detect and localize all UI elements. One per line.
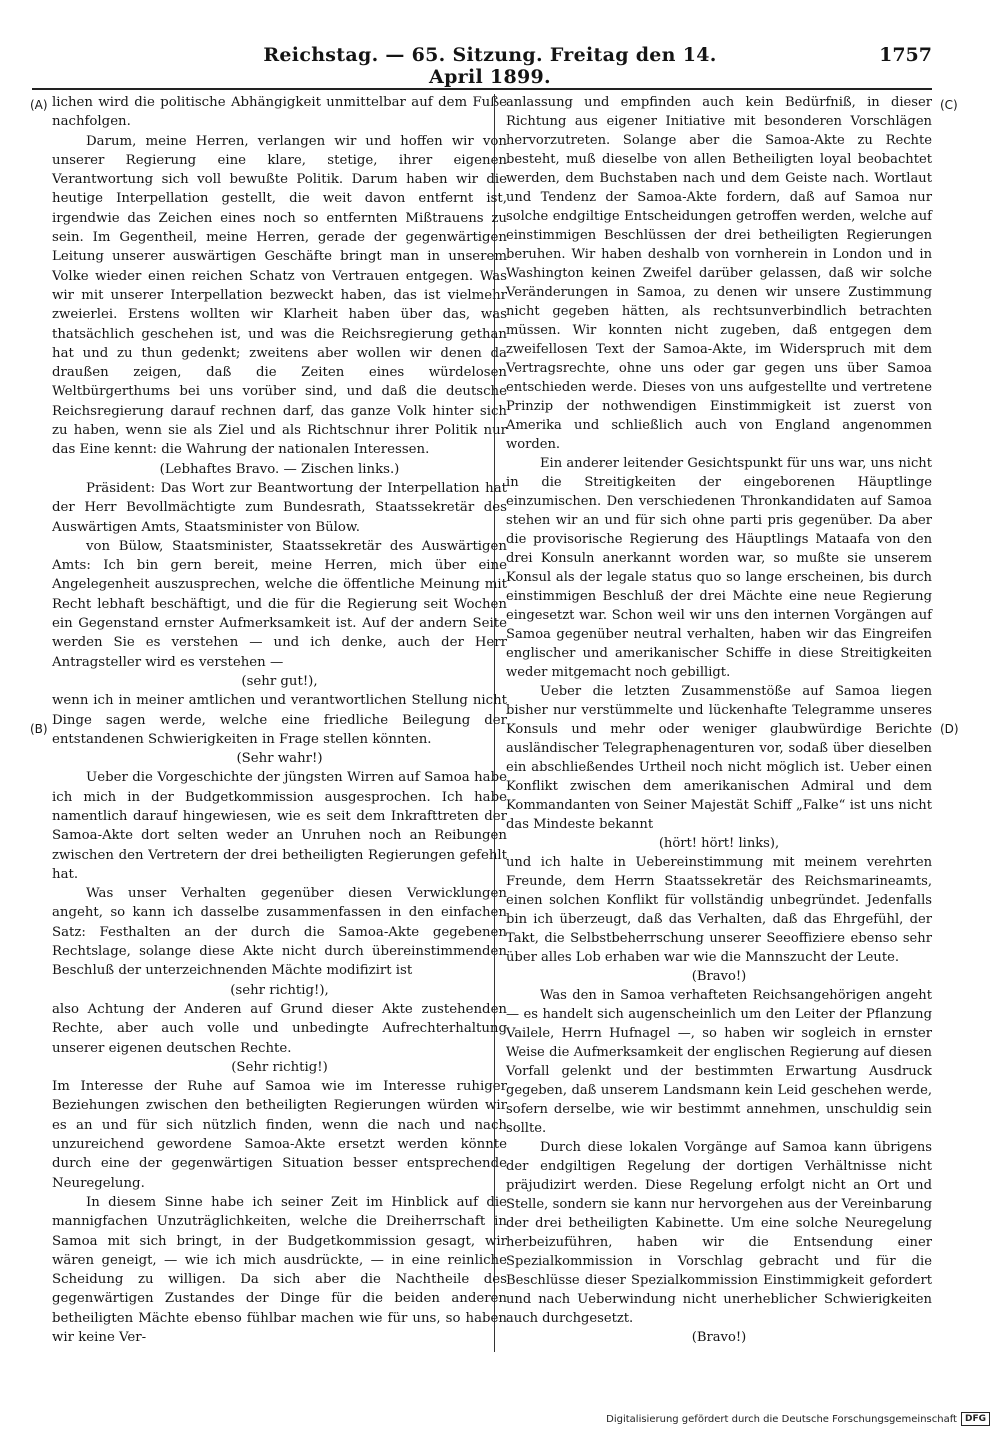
paragraph: Präsident: Das Wort zur Beantwortung der Interpellation hat der Herr Bevollmächtigte zum Bundesrath, Staatssekretär des Auswärtigen Amts, Staatsminister von Bülow.	[52, 480, 507, 535]
paragraph: Was unser Verhalten gegenüber diesen Verwicklungen angeht, so kann ich dasselbe zusammenfassen in den einfachen Satz: Festhalten an der durch die Samoa-Akte gegebenen Rechtslage, solange diese Akte nicht durch übereinstimmenden Beschluß der unterzeichnenden Mächte modifizirt ist	[52, 886, 507, 979]
paragraph: (Bravo!)	[691, 969, 747, 984]
right-text-column	[506, 93, 932, 1347]
paragraph: Durch diese lokalen Vorgänge auf Samoa kann übrigens der endgiltigen Regelung der dortigen Verhältnisse nicht präjudizirt werden. Diese Regelung erfolgt nicht an Ort und Stelle, sondern sie kann nur hervorgehen aus der Vereinbarung der drei betheiligten Kabinette. Um eine solche Neuregelung herbeizuführen, haben wir die Entsendung einer Spezialkommission in Vorschlag gebracht und für die Beschlüsse dieser Spezialkommission Einstimmigkeit gefordert und nach Ueberwindung nicht unerheblicher Schwierigkeiten auch durchgesetzt.	[506, 1140, 932, 1326]
margin-marker-d: (D)	[940, 722, 959, 736]
paragraph: Ueber die letzten Zusammenstöße auf Samoa liegen bisher nur verstümmelte und lückenhafte Telegramme unseres Konsuls und mehr oder weniger glaubwürdige Berichte ausländischer Telegraphenagenturen vor, sodaß über dieselben ein abschließendes Urtheil noch nicht möglich ist. Ueber einen Konflikt zwischen dem amerikanischen Admiral und dem Kommandanten von Seiner Majestät Schiff „Falke“ ist uns nicht das Mindeste bekannt	[506, 684, 932, 832]
paragraph: (hört! hört! links),	[658, 836, 780, 851]
paragraph: (sehr richtig!),	[230, 982, 329, 998]
footer-credit	[606, 1412, 990, 1426]
margin-marker-a: (A)	[30, 98, 48, 112]
paragraph: und ich halte in Uebereinstimmung mit meinem verehrten Freunde, dem Herrn Staatssekretär des Reichsmarineamts, einen solchen Konflikt für vollständig unbegründet. Jedenfalls bin ich überzeugt, daß das Verhalten, daß das Ehrgefühl, der Takt, die Selbstbeherrschung unserer Seeoffiziere ebenso sehr über alles Lob erhaben war wie die Mannszucht der Leute.	[506, 855, 932, 965]
footer-text: Digitalisierung gefördert durch die Deutsche Forschungsgemeinschaft	[606, 1413, 957, 1425]
paragraph: Ueber die Vorgeschichte der jüngsten Wirren auf Samoa habe ich mich in der Budgetkommission ausgesprochen. Ich habe namentlich darauf hingewiesen, wie es seit dem Inkrafttreten der Samoa-Akte dort selten weder an Unruhen noch an Reibungen zwischen den Vertretern der drei betheiligten Regierungen gefehlt hat.	[52, 770, 507, 882]
paragraph: lichen wird die politische Abhängigkeit unmittelbar auf dem Fuße nachfolgen.	[52, 95, 507, 130]
paragraph: In diesem Sinne habe ich seiner Zeit im Hinblick auf die mannigfachen Unzuträglichkeiten, welche die Dreiherrschaft in Samoa mit sich bringt, in der Budgetkommission gesagt, wir wären geneigt, — wie ich mich ausdrückte, — in eine reinliche Scheidung zu willigen. Da sich aber die Nachtheile des gegenwärtigen Zustandes der Dinge für die beiden anderen betheiligten Mächte ebenso fühlbar machen wie für uns, so haben wir keine Ver-	[52, 1194, 507, 1345]
left-text-column	[52, 93, 507, 1347]
paragraph: von Bülow, Staatsminister, Staatssekretär des Auswärtigen Amts: Ich bin gern bereit, meine Herren, mich über eine Angelegenheit auszusprechen, welche die öffentliche Meinung mit Recht lebhaft beschäftigt, und die für die Regierung seit Wochen ein Gegenstand ernster Aufmerksamkeit ist. Auf der andern Seite werden Sie es verstehen — und ich denke, auch der Herr Antragsteller wird es verstehen —	[52, 538, 507, 670]
paragraph: (Sehr richtig!)	[231, 1059, 328, 1075]
paragraph: anlassung und empfinden auch kein Bedürfniß, in dieser Richtung aus eigener Initiative mit besonderen Vorschlägen hervorzutreten. Solange aber die Samoa-Akte zu Rechte besteht, muß dieselbe von allen Betheiligten loyal beobachtet werden, dem Buchstaben nach und dem Geiste nach. Wortlaut und Tendenz der Samoa-Akte fordern, daß auf Samoa nur solche endgiltige Entscheidungen getroffen werden, welche auf einstimmigen Beschlüssen der drei betheiligten Regierungen beruhen. Wir haben deshalb von vornherein in London und in Washington keinen Zweifel darüber gelassen, daß wir solche Veränderungen in Samoa, zu denen wir unsere Zustimmung nicht gegeben hätten, als rechtsunverbindlich betrachten müssen. Wir konnten nicht zugeben, daß entgegen dem zweifellosen Text der Samoa-Akte, im Widerspruch mit dem Vertragsrechte, ohne uns oder gar gegen uns über Samoa entschieden werde. Dieses von uns aufgestellte und vertretene Prinzip der nothwendigen Einstimmigkeit ist zuerst von Amerika und schließlich auch von England angenommen worden.	[506, 95, 932, 452]
page-number: 1757	[879, 44, 932, 66]
paragraph: Im Interesse der Ruhe auf Samoa wie im Interesse ruhiger Beziehungen zwischen den betheiligten Regierungen würden wir es an und für sich nützlich finden, wenn die nach und nach unzureichend gewordene Samoa-Akte ersetzt werden könnte durch eine der gegenwärtigen Situation besser entsprechende Neuregelung.	[52, 1079, 507, 1191]
running-title: Reichstag. — 65. Sitzung. Freitag den 14. April 1899.	[263, 44, 717, 88]
paragraph: (Bravo!)	[691, 1330, 747, 1345]
paragraph: Ein anderer leitender Gesichtspunkt für uns war, uns nicht in die Streitigkeiten der eingeborenen Häuptlinge einzumischen. Den verschiedenen Thronkandidaten auf Samoa stehen wir an und für sich ohne parti pris gegenüber. Da aber die provisorische Regierung des Häuptlings Mataafa von den drei Konsuln anerkannt worden war, so mußte sie unserem Konsul als der legale status quo so lange erscheinen, bis durch einstimmigen Beschluß der drei Mächte eine neue Regierung eingesetzt war. Schon weil wir uns den internen Vorgängen auf Samoa gegenüber neutral verhalten, haben wir das Eingreifen englischer und amerikanischer Schiffe in diese Streitigkeiten weder mitgemacht noch gebilligt.	[506, 456, 932, 680]
paragraph: Darum, meine Herren, verlangen wir und hoffen wir von unserer Regierung eine klare, stetige, ihrer eigenen Verantwortung sich voll bewußte Politik. Darum haben wir die heutige Interpellation gestellt, die weit davon entfernt ist, irgendwie das Zeichen eines noch so entfernten Mißtrauens zu sein. Im Gegentheil, meine Herren, gerade der gegenwärtigen Leitung unserer auswärtigen Geschäfte bringt man in unserem Volke wieder einen reichen Schatz von Vertrauen entgegen. Was wir mit unserer Interpellation bezweckt haben, das ist vielmehr zweierlei. Erstens wollten wir Klarheit haben über das, was thatsächlich geschehen ist, und was die Reichsregierung gethan hat und zu thun gedenkt; zweitens aber wollen wir denen da draußen zeigen, daß die Zeiten eines würdelosen Weltbürgerthums bei uns vorüber sind, und daß die deutsche Reichsregierung darauf rechnen darf, das ganze Volk hinter sich zu haben, wenn sie als Ziel und als Richtschnur ihrer Politik nur das Eine kennt: die Wahrung der nationalen Interessen.	[52, 133, 507, 458]
page-header	[0, 44, 1000, 88]
paragraph: (Lebhaftes Bravo. — Zischen links.)	[159, 461, 400, 477]
paragraph: Was den in Samoa verhafteten Reichsangehörigen angeht — es handelt sich augenscheinlich um den Leiter der Pflanzung Vailele, Herrn Hufnagel —, so haben wir sogleich in ernster Weise die Aufmerksamkeit der englischen Regierung auf diesen Vorfall gelenkt und der bestimmten Erwartung Ausdruck gegeben, daß unserem Landsmann kein Leid geschehen werde, sofern derselbe, wie wir bestimmt annehmen, unschuldig sein sollte.	[506, 988, 932, 1136]
header-rule	[32, 88, 932, 90]
margin-marker-b: (B)	[30, 722, 48, 736]
margin-marker-c: (C)	[940, 98, 958, 112]
dfg-logo: DFG	[961, 1412, 990, 1426]
paragraph: wenn ich in meiner amtlichen und verantwortlichen Stellung nicht Dinge sagen werde, welche eine friedliche Beilegung der entstandenen Schwierigkeiten in Frage stellen könnten.	[52, 693, 507, 747]
paragraph: also Achtung der Anderen auf Grund dieser Akte zustehenden Rechte, aber auch volle und unbedingte Aufrechterhaltung unserer eigenen deutschen Rechte.	[52, 1001, 507, 1056]
paragraph: (Sehr wahr!)	[236, 751, 323, 767]
paragraph: (sehr gut!),	[241, 673, 318, 689]
